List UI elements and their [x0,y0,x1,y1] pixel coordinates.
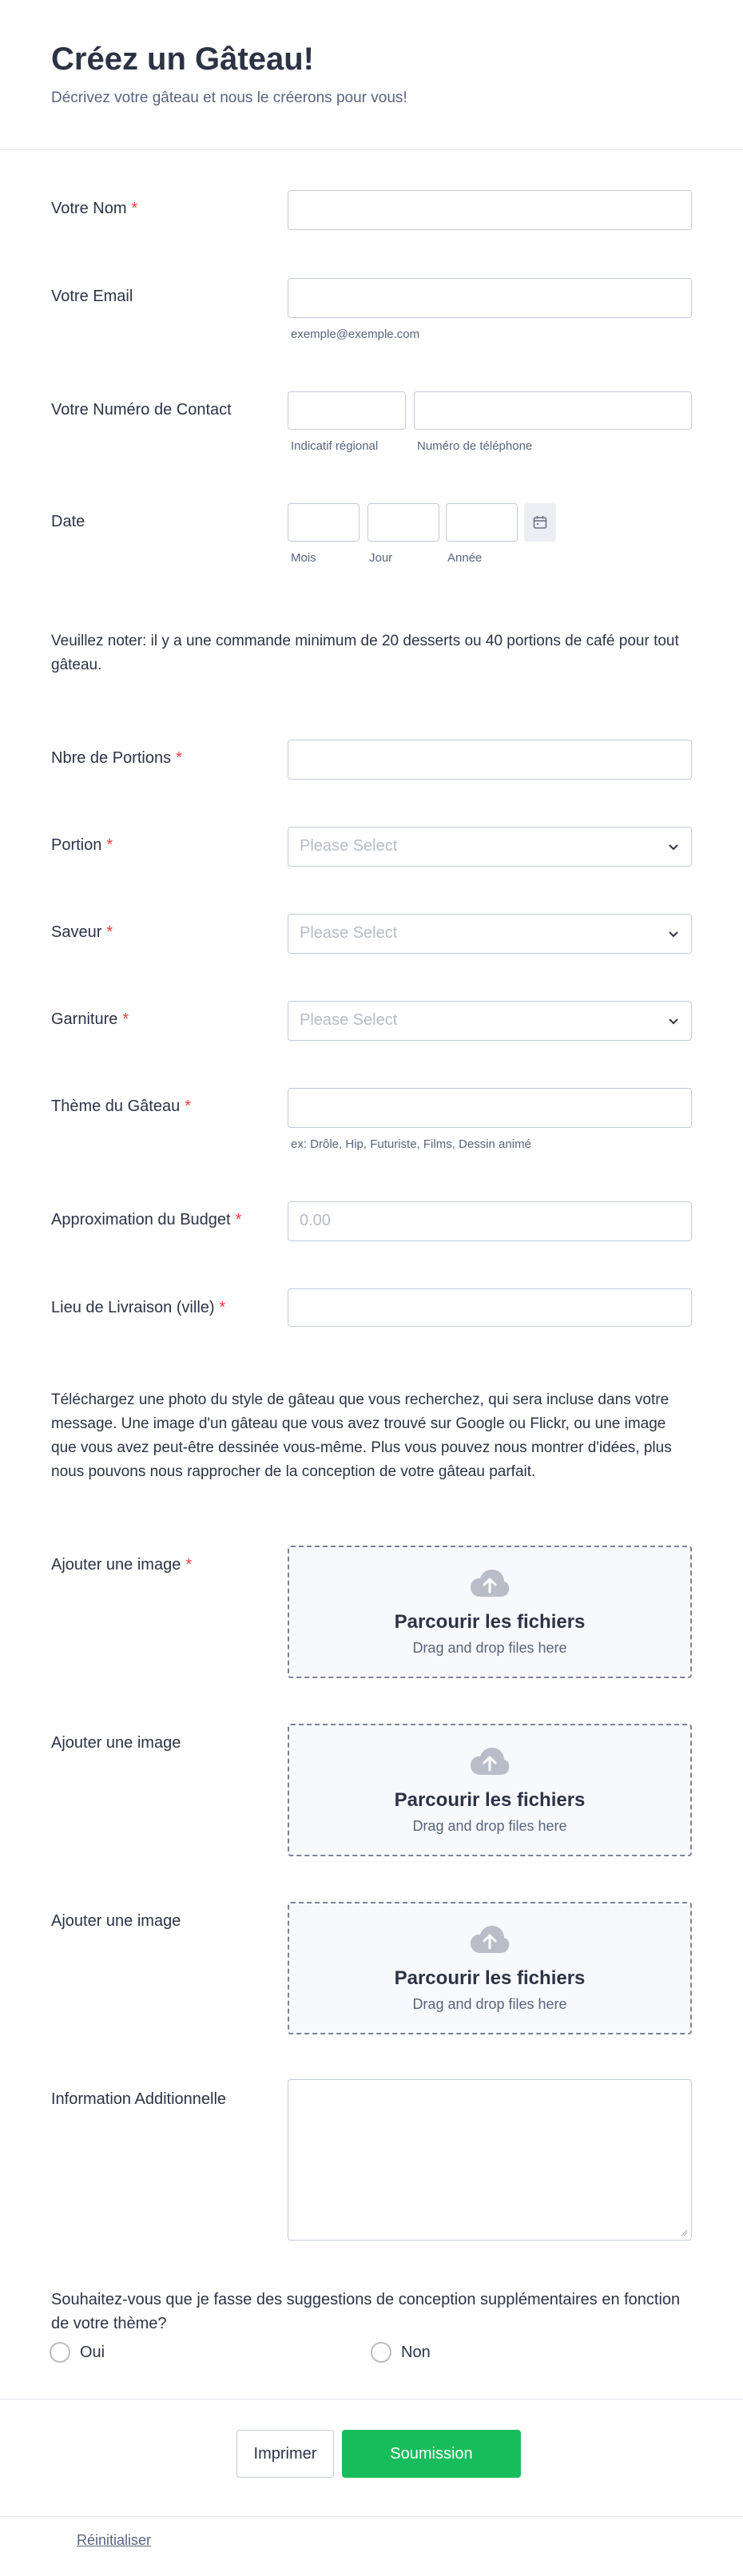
portion-label: Portion * [51,836,113,854]
required-marker: * [106,923,113,941]
email-hint: exemple@exemple.com [291,327,420,341]
year-input[interactable] [446,503,518,542]
day-hint: Jour [369,551,393,565]
budget-input[interactable] [288,1201,692,1241]
dropzone-title: Parcourir les fichiers [394,1611,586,1633]
required-marker: * [219,1299,226,1316]
additional-info-label: Information Additionnelle [51,2090,227,2108]
cloud-upload-icon [469,1568,511,1600]
required-marker: * [131,200,138,217]
dropzone-subtitle: Drag and drop files here [412,1996,567,2012]
budget-placeholder: 0.00 [300,1212,331,1229]
dropzone-subtitle: Drag and drop files here [412,1640,567,1656]
chevron-down-icon [667,1014,680,1027]
radio-oui-label[interactable]: Oui [80,2344,105,2361]
phone-number-input[interactable] [414,391,692,430]
chevron-down-icon [667,927,680,940]
additional-info-textarea[interactable] [288,2079,692,2241]
name-input[interactable] [288,190,692,230]
print-button[interactable]: Imprimer [236,2430,334,2478]
portions-count-label: Nbre de Portions * [51,749,182,767]
required-marker: * [185,1097,192,1115]
portion-select[interactable] [288,827,692,867]
cloud-upload-icon [469,1924,511,1956]
filling-select[interactable] [288,1001,692,1041]
required-marker: * [235,1211,242,1228]
budget-label: Approximation du Budget * [51,1211,242,1228]
phone-label: Votre Numéro de Contact [51,401,232,419]
image3-dropzone[interactable] [288,1902,692,2034]
flavor-selected-value: Please Select [300,924,398,942]
required-marker: * [122,1010,129,1028]
radio-non-label[interactable]: Non [401,2344,431,2361]
resize-handle-icon[interactable] [680,2229,688,2237]
day-input[interactable] [368,503,439,542]
email-input[interactable] [288,278,692,318]
delivery-input[interactable] [288,1288,692,1327]
phone-number-hint: Numéro de téléphone [417,439,533,453]
flavor-label: Saveur * [51,923,113,941]
year-hint: Année [447,551,483,565]
calendar-button[interactable] [524,503,556,542]
email-label: Votre Email [51,288,133,305]
radio-oui[interactable] [50,2342,70,2363]
page-title: Créez un Gâteau! [51,42,314,77]
required-marker: * [185,1556,193,1574]
flavor-select[interactable] [288,914,692,954]
month-input[interactable] [288,503,360,542]
image1-dropzone[interactable] [288,1546,692,1678]
image2-dropzone[interactable] [288,1724,692,1856]
area-code-input[interactable] [288,391,406,430]
month-hint: Mois [291,551,316,565]
dropzone-title: Parcourir les fichiers [394,1967,586,1989]
reset-link[interactable]: Réinitialiser [77,2532,152,2548]
chevron-down-icon [667,840,680,853]
page-subtitle: Décrivez votre gâteau et nous le créerons pour vous! [51,89,407,106]
cloud-upload-icon [469,1746,511,1778]
calendar-icon [532,514,548,530]
suggestions-question: Souhaitez-vous que je fasse des suggestions de conception supplémentaires en fonction de votre thème? [51,2291,681,2332]
delivery-label: Lieu de Livraison (ville) * [51,1299,226,1316]
theme-input[interactable] [288,1088,692,1128]
date-label: Date [51,513,85,530]
radio-non[interactable] [371,2342,391,2363]
filling-selected-value: Please Select [300,1011,398,1029]
required-marker: * [106,836,113,854]
filling-label: Garniture * [51,1010,129,1028]
dropzone-title: Parcourir les fichiers [394,1789,586,1811]
image1-label: Ajouter une image * [51,1556,193,1574]
image3-label: Ajouter une image [51,1912,181,1930]
upload-instructions: Téléchargez une photo du style de gâteau que vous recherchez, qui sera incluse dans votre message. Une image d'un gâteau que vous avez trouvé sur Google ou Flickr, ou une image que vous avez peut-être dessinée vous-même. Plus vous pouvez nous montrer d'idées, plus nous pouvons nous rapprocher de la conception de votre gâteau parfait. [51,1391,672,1480]
dropzone-subtitle: Drag and drop files here [412,1818,567,1834]
submit-button[interactable]: Soumission [342,2430,521,2478]
image2-label: Ajouter une image [51,1734,181,1752]
reset-divider [0,2516,743,2517]
form-header [0,0,743,150]
portion-selected-value: Please Select [300,837,398,855]
theme-label: Thème du Gâteau * [51,1097,192,1115]
portions-count-input[interactable] [288,740,692,780]
theme-hint: ex: Drôle, Hip, Futuriste, Films, Dessin animé [291,1137,531,1151]
minimum-order-note: Veuillez noter: il y a une commande minimum de 20 desserts ou 40 portions de café pour tout gâteau. [51,633,679,673]
name-label: Votre Nom * [51,200,138,217]
area-code-hint: Indicatif régional [291,439,379,453]
required-marker: * [176,749,182,767]
